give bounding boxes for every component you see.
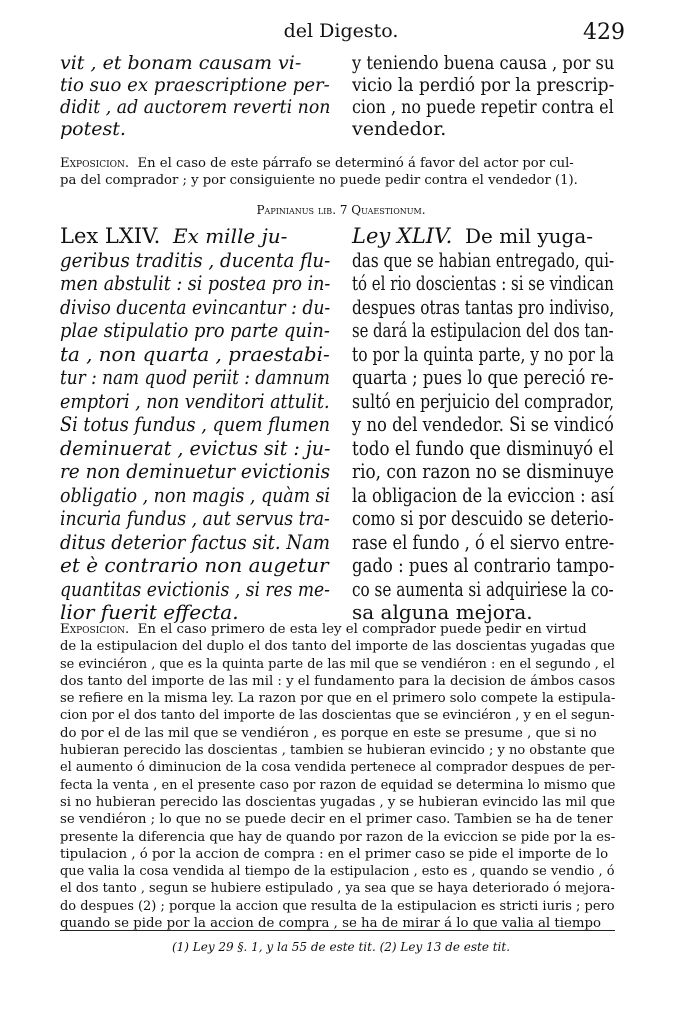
running-header: del Digesto. (283, 20, 399, 42)
exposicion-line: cion por el dos tanto del importe de las doscientas que se evinciéron , y en el segun- (60, 708, 615, 724)
exposicion-line: fecta la venta , en el presente caso por razon de equidad se determina lo mismo que (60, 777, 616, 793)
page-number: 429 (583, 20, 625, 45)
spanish-line: gado : pues al contrario tampo- (352, 553, 615, 577)
latin-line: re non deminuetur evictionis (60, 459, 331, 483)
exposicion-line: el aumento ó diminucion de la cosa vendida pertenece al comprador despues de per- (60, 760, 616, 776)
spanish-line: vendedor. (352, 118, 447, 140)
exposicion-line: presente la diferencia que hay de quando por razon de la eviccion se pide por la es- (60, 829, 616, 845)
spanish-line: sa alguna mejora. (352, 600, 533, 624)
latin-law-text (60, 225, 330, 625)
latin-line: emptori , non venditori attulit. (60, 388, 330, 413)
spanish-line: la obligacion de la eviccion : así (352, 482, 614, 507)
latin-line: lior fuerit effecta. (60, 600, 239, 624)
exposicion-line: hubieran perecido las doscientas , tambien se hubieran evincido ; y no obstante que (60, 743, 615, 759)
spanish-line: despues otras tantas pro indiviso, (352, 294, 615, 319)
latin-line: men abstulit : si postea pro in- (60, 271, 331, 295)
exposicion-line: el dos tanto , segun se hubiere estipulado , ya sea que se haya deteriorado ó mejora- (60, 881, 615, 897)
ley-heading: Ley XLIV. (352, 224, 453, 248)
latin-line: vit , et bonam causam vi- (60, 52, 302, 74)
lex-heading: Lex LXIV. (60, 224, 161, 248)
exposicion-line: dos tanto del importe de las mil : y el fundamento para la decision de ámbos casos (60, 673, 616, 689)
exposicion-line: do por el de las mil que se vendiéron , es porque en este se presume , que si no (60, 725, 597, 741)
source-attribution: Papinianus lib. 7 Quaestionum. (256, 203, 426, 217)
latin-line: tur : nam quod periit : damnum (60, 365, 330, 389)
exposicion-label: Exposicion. (60, 622, 130, 637)
spanish-line: rase el fundo , ó el siervo entre- (352, 529, 615, 554)
exposicion-line: si no hubieran perecido las doscientas yugadas , y se hubieran evincido las mil que (60, 794, 616, 810)
exposicion-line: tipulacion , ó por la accion de compra : en el primer caso se pide el importe de lo (60, 846, 609, 862)
spanish-line: vicio la perdió por la prescrip- (352, 74, 615, 96)
spanish-line: to por la quinta parte, y no por la (352, 341, 615, 366)
exposicion-paragraph-2 (60, 621, 615, 932)
spanish-line: se dará la estipulacion del dos tan- (352, 318, 614, 342)
latin-line: Si totus fundus , quem flumen (60, 412, 330, 436)
exposicion-line: que valia la cosa vendida al tiempo de la estipulacion , esto es , quando se vendio , ó (60, 864, 615, 880)
exposicion-line: do despues (2) ; porque la accion que resulta de la estipulacion es stricti iuris ; pero (60, 898, 615, 914)
spanish-line: como si por descuido se deterio- (352, 506, 614, 530)
spanish-line: y no del vendedor. Si se vindicó (352, 412, 614, 436)
spanish-law-text (352, 225, 614, 625)
spanish-line: cion , no puede repetir contra el (352, 96, 614, 118)
exposicion-line: quando se pide por la accion de compra , se ha de mirar á lo que valia al tiempo (60, 916, 602, 932)
spanish-line: tó el rio doscientas : si se vindican (352, 271, 614, 295)
footnotes: (1) Ley 29 §. 1, y la 55 de este tit. (2) Ley 13 de este tit. (171, 940, 511, 954)
exposicion-line: En el caso de este párrafo se determinó á favor del actor por cul- (137, 156, 574, 171)
exposicion-line: se vendiéron ; lo que no se puede decir en el primer caso. Tambien se ha de tener (60, 812, 613, 828)
exposicion-line: de la estipulacion del duplo el dos tanto del importe de las doscientas yugadas que (60, 639, 615, 655)
footnote-divider (60, 930, 615, 931)
latin-line: incuria fundus , aut servus tra- (60, 506, 330, 530)
spanish-line: rio, con razon no se disminuye (352, 459, 614, 483)
spanish-line: todo el fundo que disminuyó el (352, 435, 614, 460)
exposicion-paragraph-1 (60, 155, 615, 189)
spanish-line: das que se habian entregado, qui- (352, 247, 615, 272)
spanish-line: co se aumenta si adquiriese la co- (352, 576, 614, 601)
exposicion-line: En el caso primero de esta ley el comprador puede pedir en virtud (137, 622, 587, 637)
spanish-line: De mil yuga- (465, 224, 594, 248)
latin-line: ditus deterior factus sit. Nam (60, 529, 331, 554)
latin-line: ta , non quarta , praestabi- (60, 341, 330, 366)
exposicion-line: pa del comprador ; y por consiguiente no puede pedir contra el vendedor (1). (60, 173, 578, 188)
spanish-continuation (352, 52, 614, 140)
latin-line: Ex mille ju- (172, 224, 288, 248)
spanish-line: y teniendo buena causa , por su (352, 52, 615, 74)
exposicion-line: se evinciéron , que es la quinta parte de las mil que se vendiéron : en el segundo , el (60, 656, 615, 672)
latin-line: obligatio , non magis , quàm si (60, 482, 331, 507)
latin-line: diviso ducenta evincantur : du- (60, 294, 331, 319)
spanish-line: quarta ; pues lo que pereció re- (352, 365, 614, 389)
exposicion-line: se refiere en la misma ley. La razon por que en el primero solo compete la estipula- (60, 691, 616, 707)
latin-line: deminuerat , evictus sit : ju- (60, 435, 331, 460)
latin-line: plae stipulatio pro parte quin- (60, 318, 330, 342)
latin-line: potest. (60, 118, 126, 140)
spanish-line: sultó en perjuicio del comprador, (352, 388, 615, 413)
exposicion-label: Exposicion. (60, 156, 130, 171)
latin-line: et è contrario non augetur (60, 553, 329, 577)
latin-line: tio suo ex praescriptione per- (60, 74, 330, 96)
latin-line: geribus traditis , ducenta flu- (60, 247, 331, 272)
latin-continuation (60, 52, 330, 140)
latin-line: didit , ad auctorem reverti non (60, 96, 331, 118)
latin-line: quantitas evictionis , si res me- (60, 576, 330, 601)
